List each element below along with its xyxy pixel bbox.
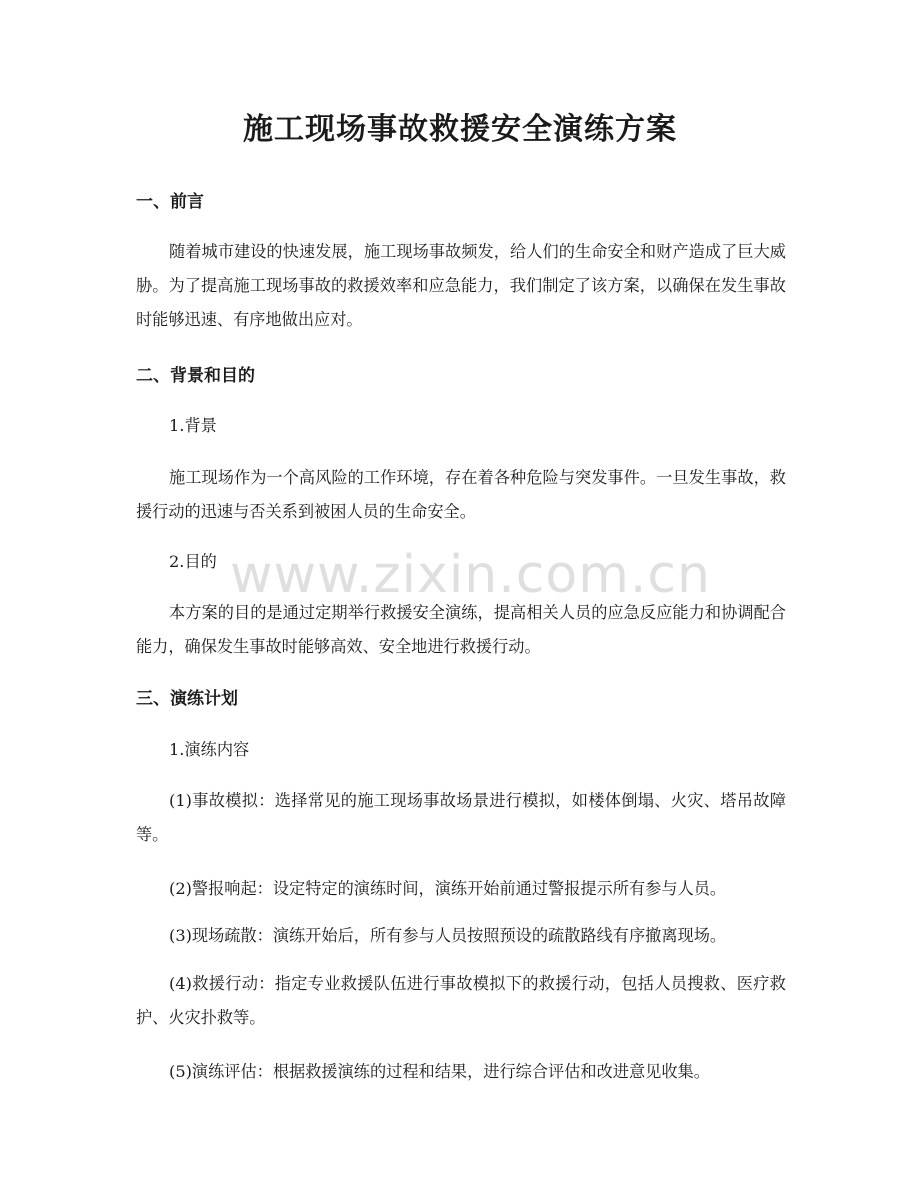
- list-item: (5)演练评估：根据救援演练的过程和结果，进行综合评估和改进意见收集。: [169, 1062, 710, 1081]
- section-heading-plan: 三、演练计划: [136, 689, 238, 709]
- background-paragraph: 施工现场作为一个高风险的工作环境，存在着各种危险与突发事件。一旦发生事故，救援行动的迅速与否关系到被困人员的生命安全。: [136, 468, 786, 521]
- list-item: (1)事故模拟：选择常见的施工现场事故场景进行模拟，如楼体倒塌、火灾、塔吊故障等。: [136, 791, 786, 844]
- purpose-paragraph: 本方案的目的是通过定期举行救援安全演练，提高相关人员的应急反应能力和协调配合能力，确保发生事故时能够高效、安全地进行救援行动。: [136, 603, 786, 656]
- subheading-background: 1.背景: [169, 416, 217, 435]
- list-item: (2)警报响起：设定特定的演练时间，演练开始前通过警报提示所有参与人员。: [169, 879, 727, 898]
- list-item: (4)救援行动：指定专业救援队伍进行事故模拟下的救援行动，包括人员搜救、医疗救护、火灾扑救等。: [136, 974, 786, 1027]
- subheading-drill-content: 1.演练内容: [169, 740, 250, 759]
- document-title: 施工现场事故救援安全演练方案: [243, 112, 677, 147]
- section-heading-preface: 一、前言: [136, 192, 204, 212]
- preface-paragraph: 随着城市建设的快速发展，施工现场事故频发，给人们的生命安全和财产造成了巨大威胁。为了提高施工现场事故的救援效率和应急能力，我们制定了该方案，以确保在发生事故时能够迅速、有序地做出应对。: [136, 242, 786, 329]
- list-item: (3)现场疏散：演练开始后，所有参与人员按照预设的疏散路线有序撤离现场。: [169, 926, 727, 945]
- watermark: www.zixin.com.cn: [230, 545, 711, 605]
- subheading-purpose: 2.目的: [169, 552, 217, 571]
- section-heading-background: 二、背景和目的: [136, 366, 255, 386]
